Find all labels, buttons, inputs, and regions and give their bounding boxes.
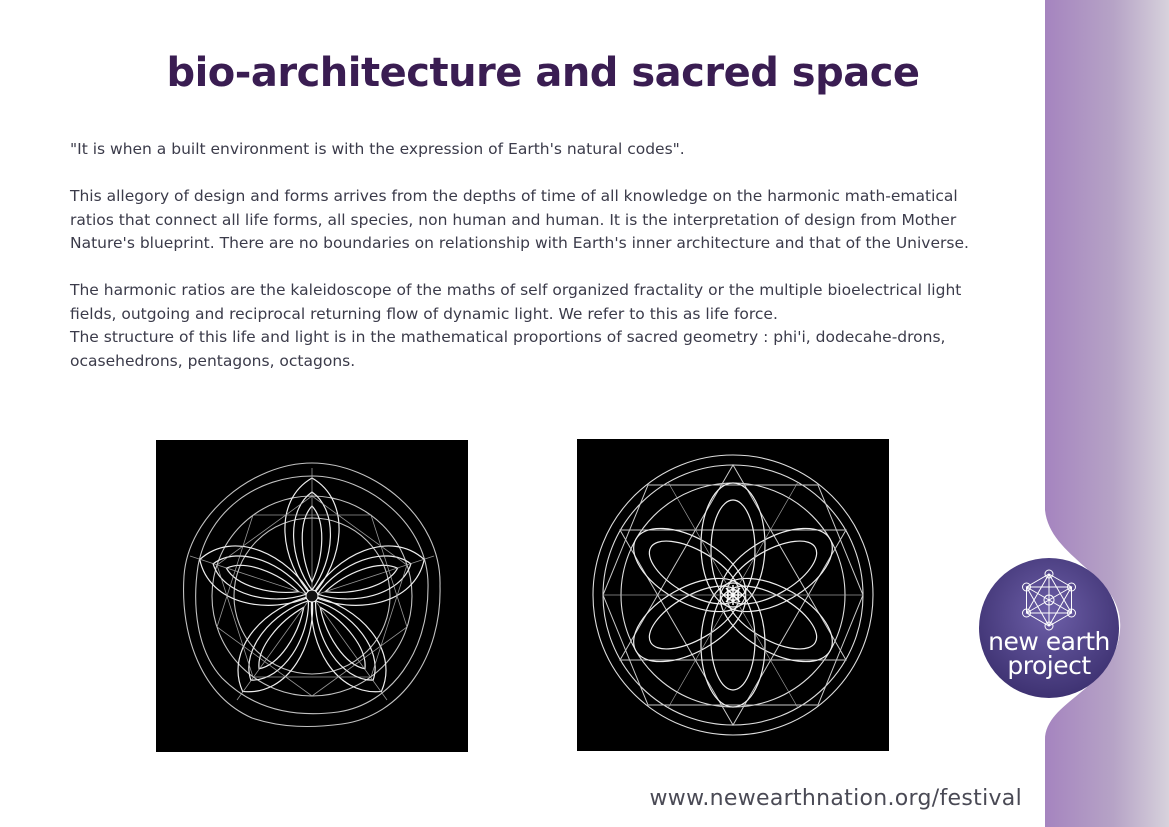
- structure-text: The structure of this life and light is in the mathematical proportions of sacred geometry : phi'i, dodecahe-drons, ocasehedrons, pentagons, octagons.: [70, 328, 946, 370]
- pentagonal-geometry-image: [156, 440, 468, 752]
- logo-line1: new earth: [988, 627, 1110, 656]
- logo-line2: project: [1007, 651, 1091, 680]
- harmonic-paragraph: [70, 279, 995, 373]
- pentagonal-flower-geometry-icon: [156, 440, 468, 752]
- quote-paragraph: "It is when a built environment is with the expression of Earth's natural codes".: [70, 140, 685, 158]
- footer-url[interactable]: www.newearthnation.org/festival: [649, 786, 1022, 811]
- harmonic-ratios-text: The harmonic ratios are the kaleidoscope of the maths of self organized fractality or the multiple bioelectrical light fields, outgoing and reciprocal returning flow of dynamic light. We refer to this as life force.: [70, 281, 962, 323]
- page-title: bio-architecture and sacred space: [166, 50, 920, 96]
- allegory-paragraph: This allegory of design and forms arrives from the depths of time of all knowledge on the harmonic math-ematical ratios that connect all life forms, all species, non human and human. It is the interpretation of design from Mother Nature's blueprint. There are no boundaries on relationship with Earth's inner architecture and that of the Universe.: [70, 187, 969, 252]
- purple-sidebar: [1040, 0, 1169, 827]
- logo-text: [979, 627, 1119, 680]
- circular-geometry-image: [577, 439, 889, 751]
- body-text: [70, 138, 995, 373]
- circular-sacred-geometry-icon: [577, 439, 889, 751]
